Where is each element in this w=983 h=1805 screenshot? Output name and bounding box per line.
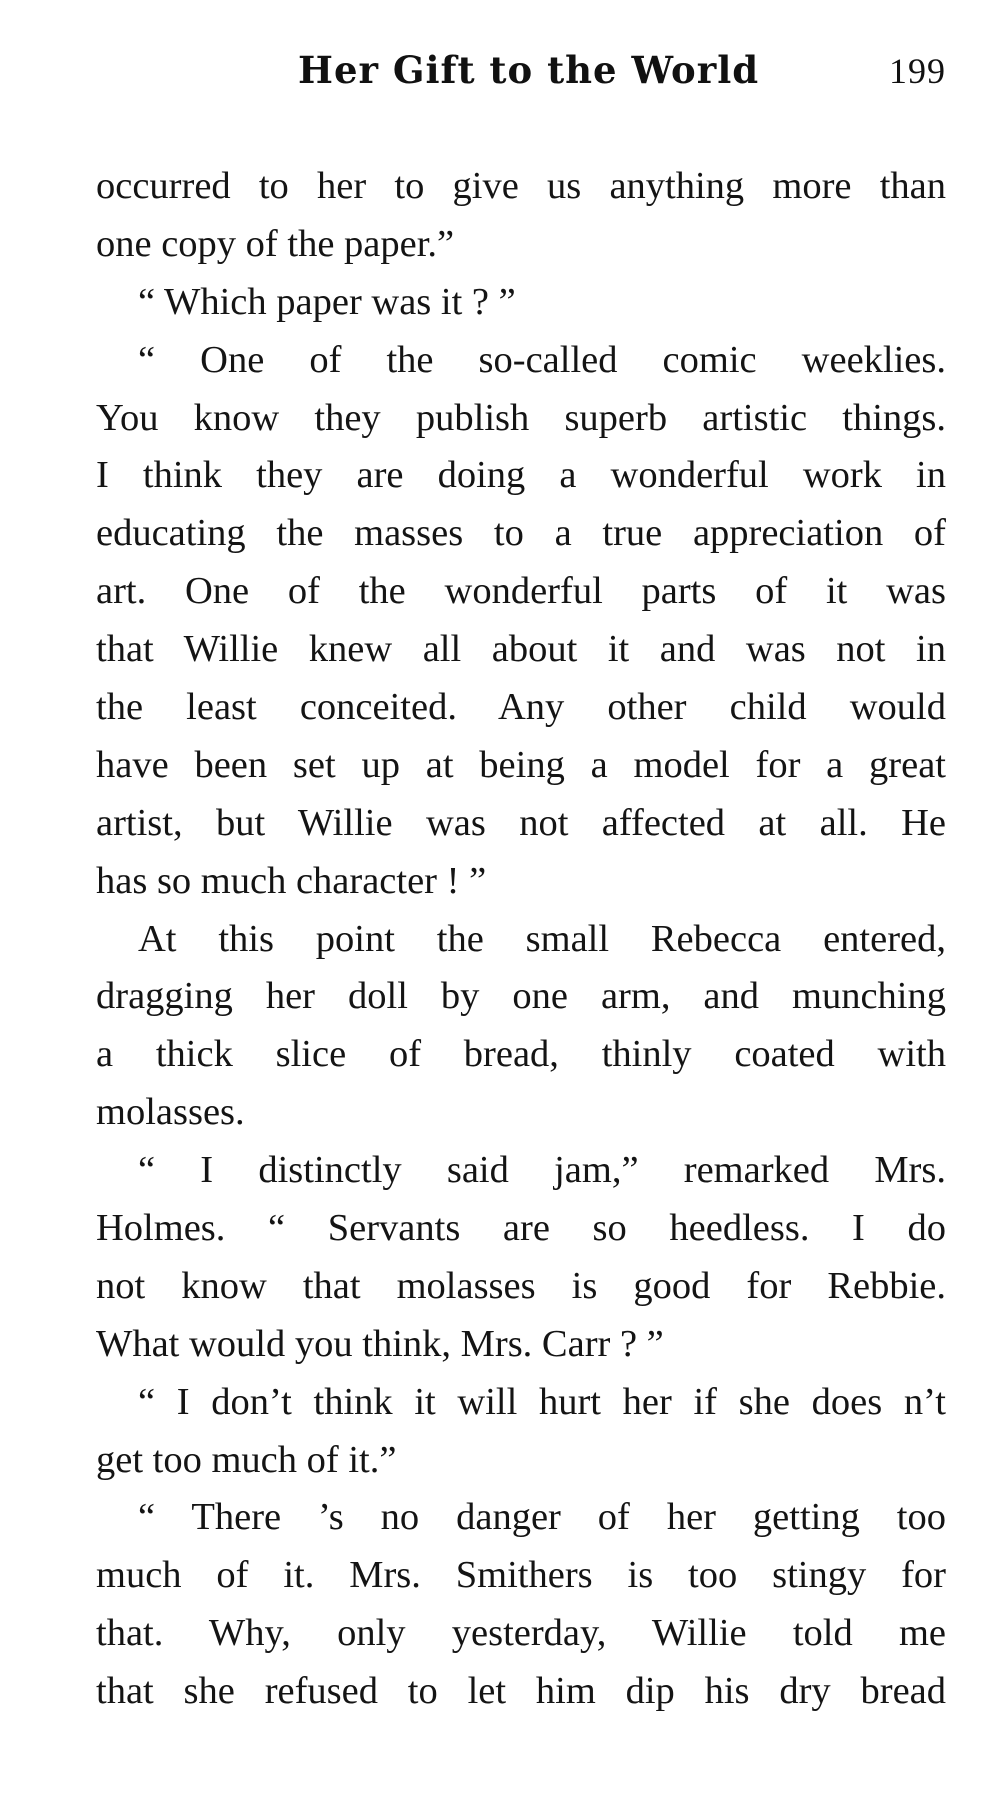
text-line: At this point the small Rebecca entered,: [138, 917, 946, 960]
text-line: “ I don’t think it will hurt her if she does n’t: [138, 1380, 946, 1423]
text-line: artist, but Willie was not affected at all. He: [96, 801, 946, 844]
running-head-title: Her Gift to the World: [298, 48, 760, 92]
text-line: “ One of the so-called comic weeklies.: [138, 338, 946, 381]
text-line: molasses.: [96, 1091, 245, 1134]
text-line: You know they publish superb artistic things.: [96, 396, 946, 439]
text-line: that Willie knew all about it and was not in: [96, 628, 946, 671]
text-line: Holmes. “ Servants are so heedless. I do: [96, 1207, 946, 1250]
text-line: a thick slice of bread, thinly coated with: [96, 1033, 946, 1076]
text-line: occurred to her to give us anything more than: [96, 165, 946, 207]
text-line: “ Which paper was it ? ”: [138, 280, 516, 323]
text-line: What would you think, Mrs. Carr ? ”: [96, 1322, 664, 1365]
text-line: I think they are doing a wonderful work in: [96, 454, 946, 497]
page-number: 199: [889, 51, 946, 91]
text-line: that. Why, only yesterday, Willie told me: [96, 1612, 946, 1655]
body-text: [96, 158, 946, 1721]
text-line: art. One of the wonderful parts of it was: [96, 570, 946, 613]
text-line: educating the masses to a true appreciation of: [96, 512, 946, 555]
text-line: that she refused to let him dip his dry bread: [96, 1670, 946, 1713]
text-line: not know that molasses is good for Rebbie.: [96, 1264, 946, 1307]
text-line: “ I distinctly said jam,” remarked Mrs.: [138, 1149, 946, 1192]
running-head: [96, 48, 946, 108]
text-line: has so much character ! ”: [96, 859, 487, 902]
text-line: the least conceited. Any other child would: [96, 686, 946, 729]
text-line: get too much of it.”: [96, 1438, 397, 1481]
text-line: much of it. Mrs. Smithers is too stingy for: [96, 1554, 946, 1597]
text-line: have been set up at being a model for a great: [96, 743, 946, 786]
text-line: dragging her doll by one arm, and munching: [96, 975, 946, 1018]
text-line: one copy of the paper.”: [96, 222, 455, 265]
text-line: “ There ’s no danger of her getting too: [138, 1496, 946, 1539]
